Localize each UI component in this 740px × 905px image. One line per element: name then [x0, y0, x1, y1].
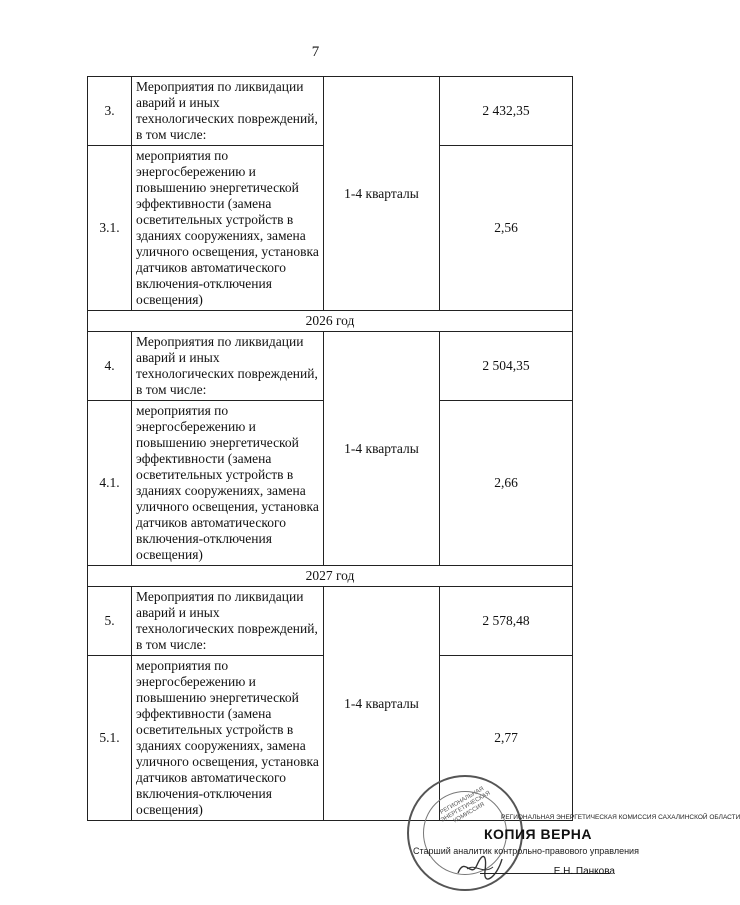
row-number: 5.1.	[88, 656, 132, 821]
row-number: 4.	[88, 332, 132, 401]
row-period: 1-4 кварталы	[324, 587, 440, 821]
year-row	[88, 311, 573, 332]
row-period: 1-4 кварталы	[324, 332, 440, 566]
row-description: Мероприятия по ликвидации аварий и иных технологических повреждений, в том числе:	[132, 587, 324, 656]
stamp-title: КОПИЯ ВЕРНА	[483, 826, 593, 842]
plan-table	[87, 76, 573, 821]
row-description: Мероприятия по ликвидации аварий и иных технологических повреждений, в том числе:	[132, 77, 324, 146]
row-value: 2 504,35	[440, 332, 573, 401]
row-value: 2,56	[440, 146, 573, 311]
year-label: 2027 год	[88, 566, 573, 587]
stamp-organization: РЕГИОНАЛЬНАЯ ЭНЕРГЕТИЧЕСКАЯ КОМИССИЯ САХАЛИНСКОЙ ОБЛАСТИ	[501, 814, 740, 821]
signature-icon	[455, 851, 505, 881]
row-value: 2 578,48	[440, 587, 573, 656]
row-number: 4.1.	[88, 401, 132, 566]
row-number: 3.	[88, 77, 132, 146]
stamp-signer: Е.Н. Панкова	[553, 866, 615, 877]
row-number: 3.1.	[88, 146, 132, 311]
row-period: 1-4 кварталы	[324, 77, 440, 311]
row-value: 2,66	[440, 401, 573, 566]
table-row	[88, 587, 573, 656]
stamp-position: Старший аналитик контрольно-правового управления	[413, 846, 639, 856]
table-row	[88, 332, 573, 401]
row-description: мероприятия по энергосбережению и повышению энергетической эффективности (замена осветительных устройств в зданиях сооружениях, замена уличного освещения, установка датчиков автоматического включения-отключения освещения)	[132, 146, 324, 311]
row-description: Мероприятия по ликвидации аварий и иных технологических повреждений, в том числе:	[132, 332, 324, 401]
year-label: 2026 год	[88, 311, 573, 332]
row-value: 2 432,35	[440, 77, 573, 146]
table-row	[88, 77, 573, 146]
row-description: мероприятия по энергосбережению и повышению энергетической эффективности (замена осветительных устройств в зданиях сооружениях, замена уличного освещения, установка датчиков автоматического включения-отключения освещения)	[132, 401, 324, 566]
page-number: 7	[311, 44, 320, 60]
row-number: 5.	[88, 587, 132, 656]
certification-stamp	[405, 773, 740, 898]
row-description: мероприятия по энергосбережению и повышению энергетической эффективности (замена осветительных устройств в зданиях сооружениях, замена уличного освещения, установка датчиков автоматического включения-отключения освещения)	[132, 656, 324, 821]
year-row	[88, 566, 573, 587]
row-value: 2,77	[440, 656, 573, 821]
seal-text: РЕГИОНАЛЬНАЯ ЭНЕРГЕТИЧЕСКАЯ КОМИССИЯ	[439, 786, 492, 825]
